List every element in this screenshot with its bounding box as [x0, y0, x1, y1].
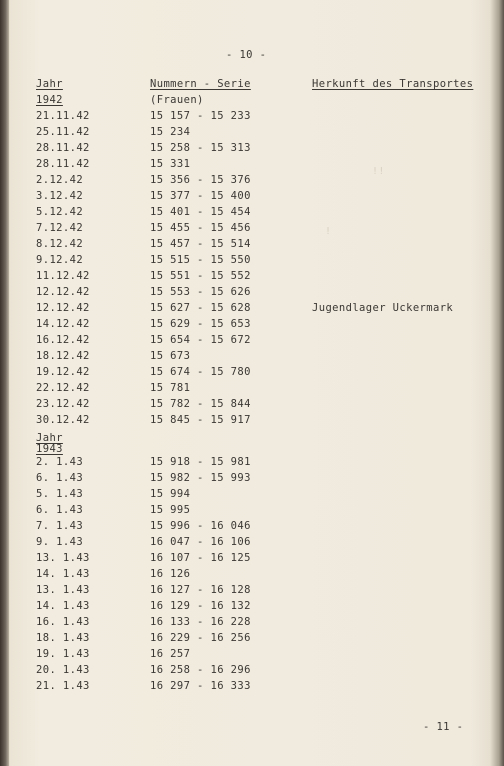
row-date: 16.12.42 — [36, 334, 90, 346]
row-numbers: 15 356 - 15 376 — [150, 174, 251, 186]
row-numbers: 16 129 - 16 132 — [150, 600, 251, 612]
row-date: 9. 1.43 — [36, 536, 84, 548]
section-note: (Frauen) — [150, 94, 204, 106]
table-row — [0, 456, 504, 472]
row-numbers: 15 457 - 15 514 — [150, 238, 251, 250]
column-header-year: Jahr — [36, 78, 63, 90]
row-date: 28.11.42 — [36, 142, 90, 154]
row-date: 21. 1.43 — [36, 680, 90, 692]
row-numbers: 15 782 - 15 844 — [150, 398, 251, 410]
row-numbers: 15 401 - 15 454 — [150, 206, 251, 218]
row-numbers: 16 127 - 16 128 — [150, 584, 251, 596]
row-numbers: 16 257 — [150, 648, 191, 660]
row-date: 13. 1.43 — [36, 584, 90, 596]
row-date: 5. 1.43 — [36, 488, 84, 500]
row-date: 14.12.42 — [36, 318, 90, 330]
row-date: 25.11.42 — [36, 126, 90, 138]
row-numbers: 15 234 — [150, 126, 191, 138]
table-row — [0, 158, 504, 174]
row-numbers: 15 918 - 15 981 — [150, 456, 251, 468]
row-date: 2.12.42 — [36, 174, 84, 186]
row-date: 16. 1.43 — [36, 616, 90, 628]
table-row — [0, 270, 504, 286]
row-numbers: 16 258 - 16 296 — [150, 664, 251, 676]
table-row — [0, 222, 504, 238]
row-numbers: 15 995 — [150, 504, 191, 516]
row-numbers: 15 982 - 15 993 — [150, 472, 251, 484]
row-numbers: 15 781 — [150, 382, 191, 394]
table-row — [0, 286, 504, 302]
table-row — [0, 382, 504, 398]
table-row — [0, 350, 504, 366]
row-date: 28.11.42 — [36, 158, 90, 170]
row-date: 19. 1.43 — [36, 648, 90, 660]
table-row — [0, 536, 504, 552]
table-row — [0, 398, 504, 414]
row-numbers: 15 845 - 15 917 — [150, 414, 251, 426]
table-row — [0, 664, 504, 680]
row-numbers: 15 629 - 15 653 — [150, 318, 251, 330]
row-date: 5.12.42 — [36, 206, 84, 218]
row-numbers: 15 331 — [150, 158, 191, 170]
table-row — [0, 568, 504, 584]
row-date: 6. 1.43 — [36, 504, 84, 516]
row-date: 14. 1.43 — [36, 600, 90, 612]
table-row — [0, 584, 504, 600]
row-date: 18. 1.43 — [36, 632, 90, 644]
section-year-1942: 1942 — [36, 94, 63, 106]
row-date: 30.12.42 — [36, 414, 90, 426]
table-row — [0, 520, 504, 536]
column-header-numbers: Nummern - Serie — [150, 78, 251, 90]
row-numbers: 16 107 - 16 125 — [150, 552, 251, 564]
row-date: 3.12.42 — [36, 190, 84, 202]
table-row — [0, 126, 504, 142]
table-row — [0, 600, 504, 616]
section-year-label: Jahr — [36, 432, 63, 444]
row-date: 22.12.42 — [36, 382, 90, 394]
row-date: 19.12.42 — [36, 366, 90, 378]
table-row — [0, 632, 504, 648]
table-row — [0, 616, 504, 632]
row-date: 11.12.42 — [36, 270, 90, 282]
table-row — [0, 334, 504, 350]
row-date: 21.11.42 — [36, 110, 90, 122]
row-date: 9.12.42 — [36, 254, 84, 266]
row-date: 6. 1.43 — [36, 472, 84, 484]
table-row — [0, 366, 504, 382]
table-row — [0, 206, 504, 222]
table-row — [0, 238, 504, 254]
row-numbers: 15 674 - 15 780 — [150, 366, 251, 378]
row-numbers: 16 133 - 16 228 — [150, 616, 251, 628]
row-numbers: 15 673 — [150, 350, 191, 362]
table-row — [0, 472, 504, 488]
row-date: 14. 1.43 — [36, 568, 90, 580]
row-numbers: 15 551 - 15 552 — [150, 270, 251, 282]
row-date: 12.12.42 — [36, 302, 90, 314]
section-year-1943: 1943 — [36, 443, 63, 455]
row-date: 2. 1.43 — [36, 456, 84, 468]
bleed-through-mark: ! — [325, 226, 332, 237]
table-row — [0, 174, 504, 190]
table-row — [0, 318, 504, 334]
row-date: 20. 1.43 — [36, 664, 90, 676]
column-header-origin: Herkunft des Transportes — [312, 78, 474, 90]
page-number-top: - 10 - — [226, 49, 267, 61]
row-numbers: 15 455 - 15 456 — [150, 222, 251, 234]
row-date: 18.12.42 — [36, 350, 90, 362]
row-date: 13. 1.43 — [36, 552, 90, 564]
table-row — [0, 142, 504, 158]
row-numbers: 15 996 - 16 046 — [150, 520, 251, 532]
row-numbers: 15 627 - 15 628 — [150, 302, 251, 314]
table-row — [0, 414, 504, 430]
row-numbers: 16 297 - 16 333 — [150, 680, 251, 692]
page-number-bottom: - 11 - — [423, 721, 464, 733]
origin-note: Jugendlager Uckermark — [312, 302, 454, 314]
table-row — [0, 648, 504, 664]
row-numbers: 16 229 - 16 256 — [150, 632, 251, 644]
bleed-through-mark: !! — [372, 166, 385, 177]
row-date: 7. 1.43 — [36, 520, 84, 532]
row-numbers: 15 994 — [150, 488, 191, 500]
row-numbers: 15 377 - 15 400 — [150, 190, 251, 202]
row-numbers: 15 157 - 15 233 — [150, 110, 251, 122]
row-numbers: 16 047 - 16 106 — [150, 536, 251, 548]
row-numbers: 15 258 - 15 313 — [150, 142, 251, 154]
row-numbers: 16 126 — [150, 568, 191, 580]
row-numbers: 15 515 - 15 550 — [150, 254, 251, 266]
table-row — [0, 552, 504, 568]
table-row — [0, 680, 504, 696]
row-numbers: 15 553 - 15 626 — [150, 286, 251, 298]
row-date: 23.12.42 — [36, 398, 90, 410]
table-row — [0, 504, 504, 520]
table-row — [0, 190, 504, 206]
table-row — [0, 488, 504, 504]
row-numbers: 15 654 - 15 672 — [150, 334, 251, 346]
row-date: 7.12.42 — [36, 222, 84, 234]
row-date: 12.12.42 — [36, 286, 90, 298]
table-row — [0, 254, 504, 270]
row-date: 8.12.42 — [36, 238, 84, 250]
table-row — [0, 110, 504, 126]
